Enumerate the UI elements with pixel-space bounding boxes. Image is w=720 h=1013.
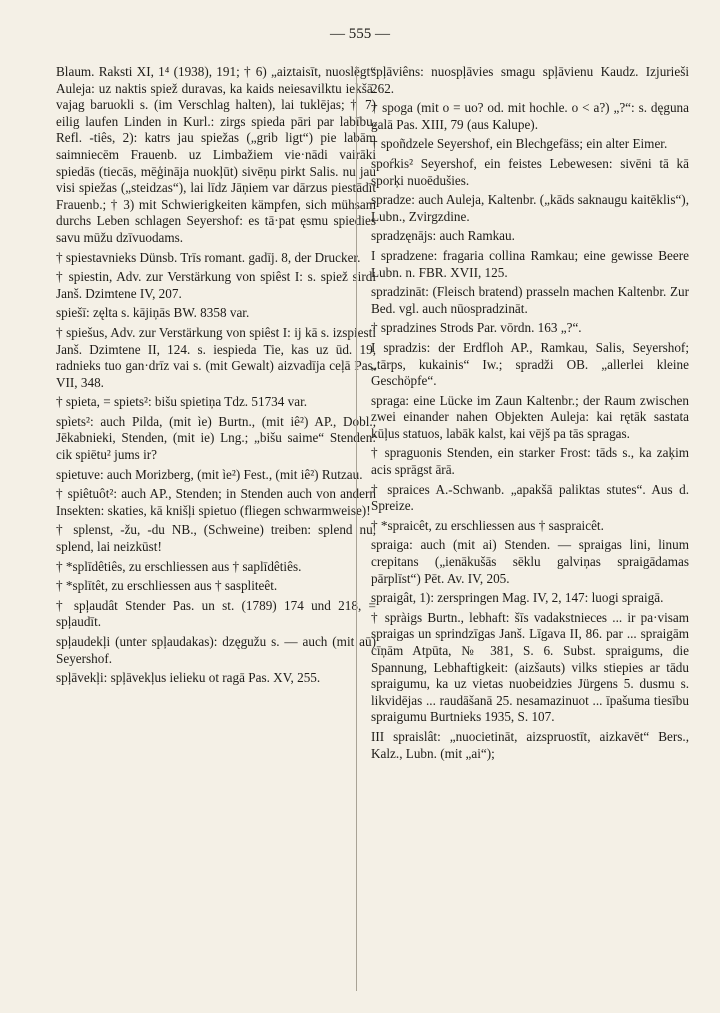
dictionary-entry: † *spraicêt, zu erschliessen aus † saspraicêt.: [371, 517, 604, 533]
dictionary-entry: spiešī: zęlta s. kājiņās BW. 8358 var.: [56, 305, 250, 321]
dictionary-entry: spietuve: auch Morizberg, (mit ìe²) Fest., (mit iê²) Rutzau.: [56, 466, 363, 482]
dictionary-entry: III spraislât: „nuocietināt, aizspruostīt, aizkavēt“ Bers., Kalz., Lubn. (mit „ai“);: [371, 728, 689, 761]
left-column: [56, 64, 376, 690]
page-number: — 555 —: [330, 26, 390, 42]
dictionary-entry: † spoñdzele Seyershof, ein Blechgefäss; ein alter Eimer.: [371, 136, 668, 152]
dictionary-entry: † spiešus, Adv. zur Verstärkung von spiêst I: ij kā s. izspiesti Janš. Dzimtene II, 124. s. iespieda Tie, kas uz ūd. 19, radnieks tuo gan·drīz vai s. (mit Gewalt) aizvadīja ceļā Pas. VII, 348.: [56, 324, 376, 390]
column-divider: [356, 66, 357, 991]
dictionary-entry: spraga: eine Lücke im Zaun Kaltenbr.; der Raum zwischen zwei einander nahen Objekten Auleja: kai rętāk sastata kūļus statuos, labāk kalst, kai vējš pa tās spragas.: [371, 392, 689, 441]
dictionary-entry: † spieta, = spiets²: bišu spietiņa Tdz. 51734 var.: [56, 394, 308, 410]
dictionary-entry: † spraguonis Stenden, ein starker Frost: tāds s., ka zaķim acis sprāgst ārā.: [371, 445, 689, 478]
dictionary-entry: † spradzines Strods Par. vōrdn. 163 „?“.: [371, 320, 582, 336]
dictionary-entry: spļāviêns: nuospļāvies smagu spļāvienu Kaudz. Izjurieši 262.: [371, 64, 689, 96]
dictionary-entry: † spiestin, Adv. zur Verstärkung von spiêst I: s. spiež sirdi Janš. Dzimtene IV, 207.: [56, 269, 376, 301]
dictionary-entry: I spradzene: fragaria collina Ramkau; eine gewisse Beere Lubn. n. FBR. XVII, 125.: [371, 247, 689, 280]
dictionary-entry: spradzināt: (Fleisch bratend) prasseln machen Kaltenbr. Zur Bed. vgl. auch nūospradzināt.: [371, 284, 689, 316]
dictionary-entry: spraiga: auch (mit ai) Stenden. — spraigas lini, linum crepitans („ienākušās sēklu galviņas spraigādamas pārplīst“) Pēt. Av. IV, 205.: [371, 537, 689, 586]
dictionary-entry: † spiestavnieks Dünsb. Trīs romant. gadīj. 8, der Drucker.: [56, 249, 361, 265]
dictionary-entry: spìets²: auch Pilda, (mit ìe) Burtn., (mit iê²) AP., Dobl., Jēkabnieki, Stenden, (mit ie) Lng.; „bišu saime“ Stenden: cik spiētu² jums ir?: [56, 413, 376, 463]
dictionary-entry: spraigât, 1): zerspringen Mag. IV, 2, 147: luogi spraigā.: [371, 590, 664, 606]
dictionary-entry: spļāvekļi: spļāvekļus ielieku ot ragā Pas. XV, 255.: [56, 670, 321, 686]
dictionary-entry: Blaum. Raksti XI, 1⁴ (1938), 191; † 6) „aiztaisīt, nuoslēgt“ Auleja: uz naktis spiež duravas, ka kaids neiesavilktu iekšā. vajag baruokli s. (im Verschlag halten), lai tuklējas; † 7) eilig laufen Linden in Kurl.: zirgs spieda pāri par labību. Refl. -tiês, 2): katrs jau spiežas („grib ligt“) pie labām saimniecēm Frauenb. uz Limbažiem vie·nādi vairāki spiedās (tiecās, mēģināja nuokļūt) sivēņu pirkt Salis. nu jau visi spiežas („steidzas“), lai līdz Jāņiem var dārzus piestādīt Frauenb.; † 3) mit Schwierigkeiten kämpfen, sich mühsam durchs Leben schlagen Seyershof: es tā·pat ęsmu spiedies savu mūžu dzīvuodams.: [56, 64, 376, 245]
dictionary-entry: † spoga (mit o = uo? od. mit hochle. o < a?) „?“: s. dęguna galā Pas. XIII, 79 (aus Kalupe).: [371, 100, 689, 132]
dictionary-entry: † spļaudât Stender Pas. un st. (1789) 174 und 218, = spļaudīt.: [56, 597, 376, 630]
dictionary-entry: † spraices A.-Schwanb. „apakšā paliktas stutes“. Aus d. Spreize.: [371, 481, 689, 514]
dictionary-entry: † spràigs Burtn., lebhaft: šīs vadakstnieces ... ir pa·visam spraigas un sprindzīgas Janš. Līgava II, 86. par ... spraigām cīņām Atpūta, № 381, S. 6. Subst. spraigums, die Spannung, Lebhaftigkeit: (aizšauts) vilks stiepies ar tādu spraigumu, ka uz vietas nuobeidzies Jürgens 5. dusmu s. likvidējas ... raudāšanā 25. nesamazinuot ... īpašuma tiesību spraigumu Burtnieks 1935, S. 107.: [371, 609, 689, 725]
dictionary-entry: spļaudekļi (unter spļaudakas): dzęgužu s. — auch (mit aū) Seyershof.: [56, 634, 376, 666]
dictionary-entry: † *splītêt, zu erschliessen aus † saspliteêt.: [56, 578, 278, 594]
dictionary-entry: † splenst, -žu, -du NB., (Schweine) treiben: splend nu, splend, lai neizkūst!: [56, 522, 376, 555]
right-column: [371, 64, 689, 765]
dictionary-entry: spoŕkis² Seyershof, ein feistes Lebewesen: sivēni tā kā sporķi nuoēdušies.: [371, 155, 689, 188]
dictionary-entry: † spiêtuôt²: auch AP., Stenden; in Stenden auch von andern Insekten: skaties, kā knišļi spietuo (fliegen schwarmweise)!: [56, 486, 376, 518]
dictionary-entry: † *splīdêtiês, zu erschliessen aus † saplīdêtiês.: [56, 558, 302, 574]
dictionary-entry: spradzęnājs: auch Ramkau.: [371, 228, 515, 244]
dictionary-entry: I spradzis: der Erdfloh AP., Ramkau, Salis, Seyershof; „tārps, kukainis“ Iw.; spradži OB. „allerlei kleine Geschöpfe“.: [371, 339, 689, 389]
dictionary-entry: spradze: auch Auleja, Kaltenbr. („kāds saknaugu kaitēklis“), Lubn., Zvirgzdine.: [371, 192, 689, 224]
